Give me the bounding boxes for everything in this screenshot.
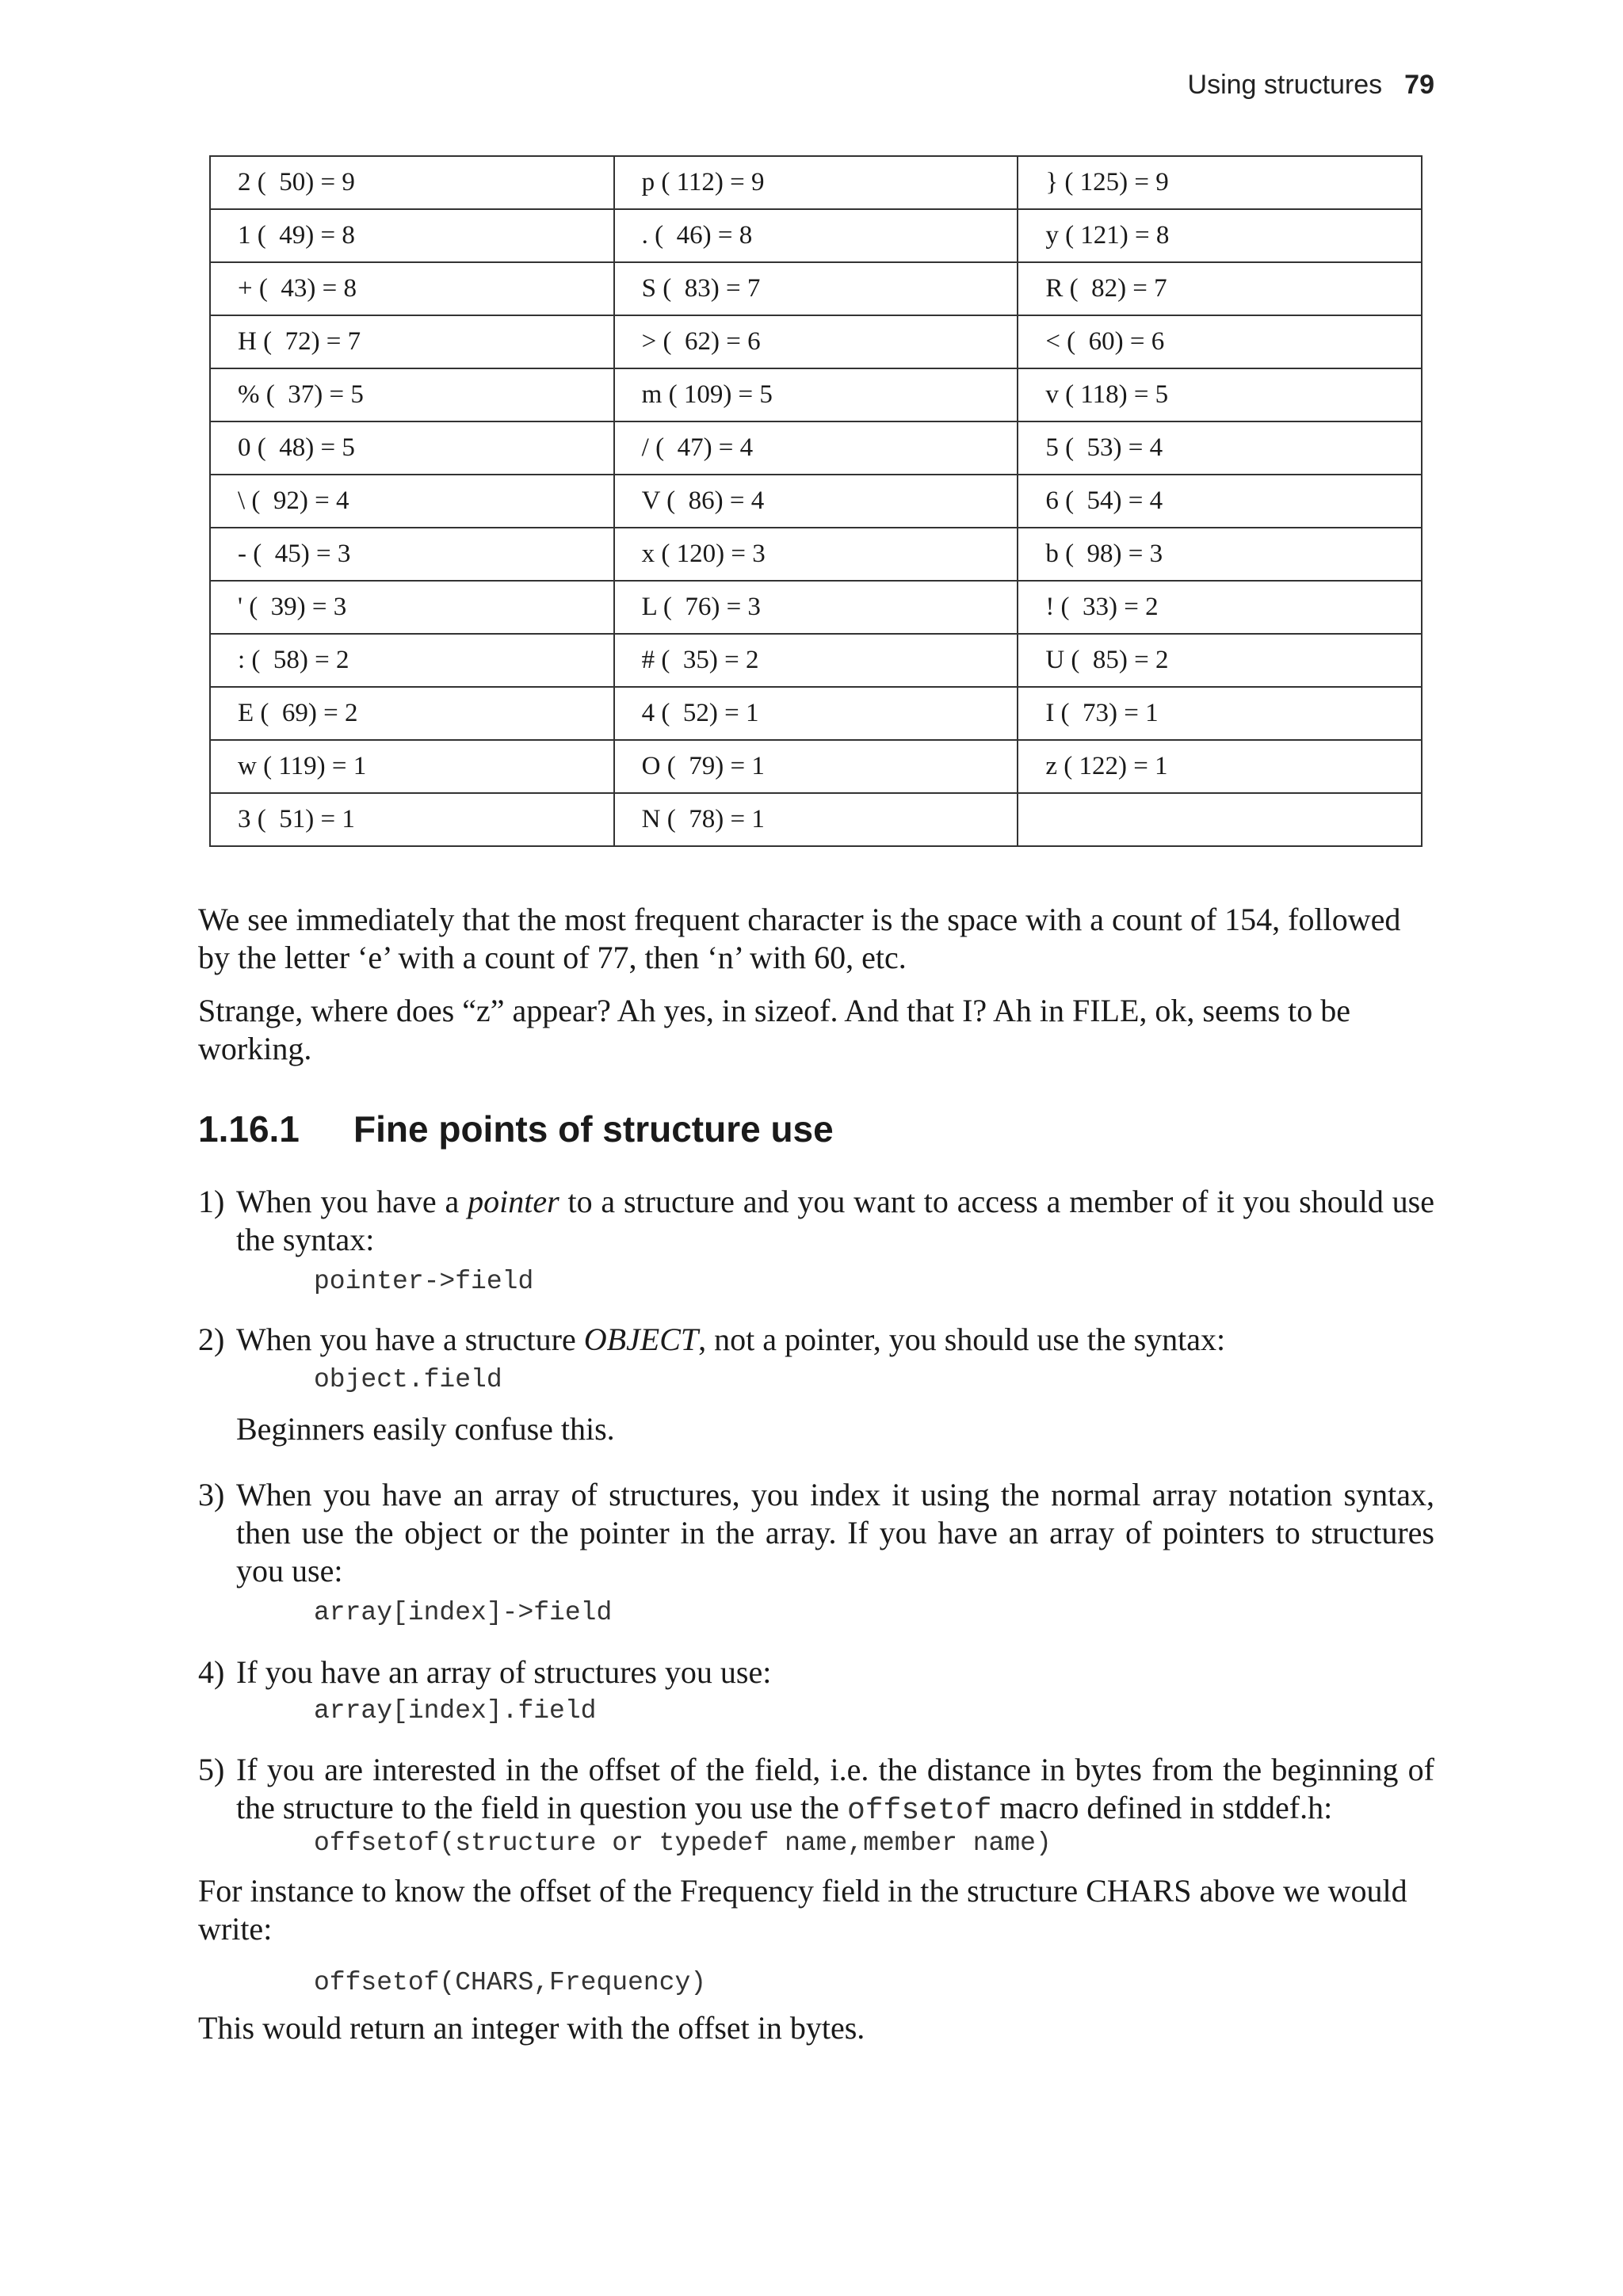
- table-cell: O ( 79) = 1: [614, 740, 1018, 793]
- code-offsetof-syntax: offsetof(structure or typedef name,member name): [314, 1829, 1052, 1858]
- table-row: [210, 262, 1422, 315]
- table-cell: S ( 83) = 7: [614, 262, 1018, 315]
- code-array-pointer-field: array[index]->field: [314, 1598, 613, 1627]
- code-object-field: object.field: [314, 1365, 502, 1394]
- table-cell: z ( 122) = 1: [1018, 740, 1422, 793]
- table-cell: x ( 120) = 3: [614, 528, 1018, 581]
- section-title: Fine points of structure use: [353, 1108, 834, 1150]
- section-number: 1.16.1: [198, 1108, 300, 1150]
- table-cell: ! ( 33) = 2: [1018, 581, 1422, 634]
- text-segment: to a structure and you want to access a member of it you should use the syntax:: [236, 1184, 1434, 1257]
- table-cell: b ( 98) = 3: [1018, 528, 1422, 581]
- table-cell: / ( 47) = 4: [614, 421, 1018, 475]
- list-item-3: [198, 1476, 1434, 1590]
- emphasis-text: OBJECT: [583, 1322, 699, 1357]
- table-cell: 0 ( 48) = 5: [210, 421, 614, 475]
- list-item-number: 2): [198, 1322, 225, 1357]
- running-header: [1188, 70, 1434, 101]
- table-cell: 5 ( 53) = 4: [1018, 421, 1422, 475]
- list-item-text: [236, 1321, 1434, 1359]
- list-item-text: [236, 1751, 1434, 1830]
- table-cell: % ( 37) = 5: [210, 368, 614, 421]
- list-item-text: If you have an array of structures you use:: [236, 1654, 772, 1690]
- section-heading: [198, 1108, 834, 1150]
- table-row: [210, 156, 1422, 209]
- table-cell: 1 ( 49) = 8: [210, 209, 614, 262]
- table-row: [210, 687, 1422, 740]
- table-row: [210, 209, 1422, 262]
- header-title: Using structures: [1187, 70, 1383, 100]
- list-item-number: 1): [198, 1184, 225, 1219]
- table-cell: E ( 69) = 2: [210, 687, 614, 740]
- table-cell: 3 ( 51) = 1: [210, 793, 614, 846]
- text-segment: , not a pointer, you should use the syntax:: [698, 1322, 1226, 1357]
- text-segment: macro defined in stddef.h:: [991, 1790, 1333, 1825]
- table-cell: V ( 86) = 4: [614, 475, 1018, 528]
- list-item-number: 5): [198, 1752, 225, 1787]
- code-offsetof-example: offsetof(CHARS,Frequency): [314, 1968, 707, 1997]
- table-cell: v ( 118) = 5: [1018, 368, 1422, 421]
- table-cell: } ( 125) = 9: [1018, 156, 1422, 209]
- table-cell: 6 ( 54) = 4: [1018, 475, 1422, 528]
- text-segment: When you have a: [236, 1184, 468, 1219]
- table-row: [210, 475, 1422, 528]
- page-number: 79: [1404, 70, 1434, 100]
- list-item-1: [198, 1183, 1434, 1259]
- table-cell: < ( 60) = 6: [1018, 315, 1422, 368]
- table-cell: + ( 43) = 8: [210, 262, 614, 315]
- emphasis-text: pointer: [468, 1184, 559, 1219]
- list-item-number: 3): [198, 1477, 225, 1512]
- paragraph-for-instance: For instance to know the offset of the Frequency field in the structure CHARS above we would write:: [198, 1873, 1407, 1947]
- table-row: [210, 421, 1422, 475]
- code-array-field: array[index].field: [314, 1696, 597, 1726]
- table-row: [210, 368, 1422, 421]
- table-cell: R ( 82) = 7: [1018, 262, 1422, 315]
- frequency-table-body: [210, 156, 1422, 846]
- table-cell: y ( 121) = 8: [1018, 209, 1422, 262]
- list-item-4: [198, 1653, 1434, 1691]
- table-cell: H ( 72) = 7: [210, 315, 614, 368]
- table-row: [210, 315, 1422, 368]
- table-cell: L ( 76) = 3: [614, 581, 1018, 634]
- table-cell: [1018, 793, 1422, 846]
- table-cell: - ( 45) = 3: [210, 528, 614, 581]
- text-segment: When you have a structure: [236, 1322, 584, 1357]
- table-cell: # ( 35) = 2: [614, 634, 1018, 687]
- paragraph-return-value: This would return an integer with the offset in bytes.: [198, 2010, 865, 2046]
- table-cell: w ( 119) = 1: [210, 740, 614, 793]
- table-cell: I ( 73) = 1: [1018, 687, 1422, 740]
- table-cell: U ( 85) = 2: [1018, 634, 1422, 687]
- list-item-2: [198, 1321, 1434, 1359]
- text-segment: If you are interested in the offset of the field, i.e. the distance in bytes from the beginning of the structure to the field in question you use the: [236, 1752, 1434, 1825]
- table-cell: m ( 109) = 5: [614, 368, 1018, 421]
- list-item-text: When you have an array of structures, you index it using the normal array notation syntax, then use the object or the pointer in the array. If you have an array of pointers to structures you use:: [236, 1477, 1434, 1589]
- table-row: [210, 634, 1422, 687]
- table-cell: 2 ( 50) = 9: [210, 156, 614, 209]
- table-cell: ' ( 39) = 3: [210, 581, 614, 634]
- list-item-2-note: Beginners easily confuse this.: [236, 1411, 615, 1447]
- inline-code: offsetof: [846, 1794, 992, 1828]
- list-item-number: 4): [198, 1654, 225, 1690]
- table-cell: : ( 58) = 2: [210, 634, 614, 687]
- table-cell: 4 ( 52) = 1: [614, 687, 1018, 740]
- table-cell: p ( 112) = 9: [614, 156, 1018, 209]
- table-row: [210, 528, 1422, 581]
- table-row: [210, 793, 1422, 846]
- table-cell: N ( 78) = 1: [614, 793, 1018, 846]
- table-cell: . ( 46) = 8: [614, 209, 1018, 262]
- code-pointer-field: pointer->field: [314, 1267, 534, 1296]
- table-row: [210, 581, 1422, 634]
- table-cell: > ( 62) = 6: [614, 315, 1018, 368]
- paragraph-strange: Strange, where does “z” appear? Ah yes, in sizeof. And that I? Ah in FILE, ok, seems to be working.: [198, 993, 1351, 1066]
- table-cell: \ ( 92) = 4: [210, 475, 614, 528]
- frequency-table: [209, 155, 1423, 847]
- paragraph-frequency-summary: We see immediately that the most frequent character is the space with a count of 154, followed by the letter ‘e’ with a count of 77, then ‘n’ with 60, etc.: [198, 902, 1401, 975]
- list-item-5: [198, 1751, 1434, 1830]
- list-item-text: [236, 1183, 1434, 1259]
- table-row: [210, 740, 1422, 793]
